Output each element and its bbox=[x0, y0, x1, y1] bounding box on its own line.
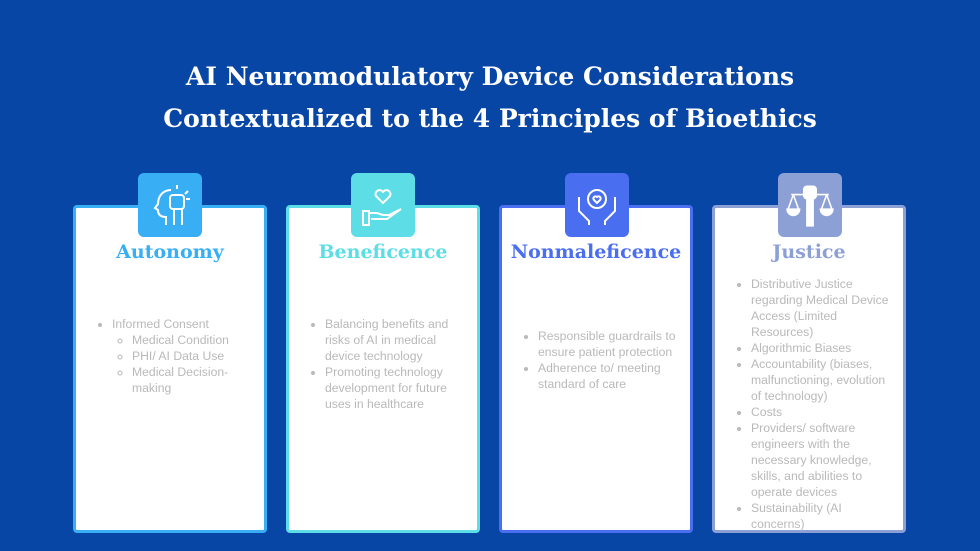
list-item: ◦ Medical Condition bbox=[132, 332, 254, 348]
card-body bbox=[715, 276, 903, 532]
card-heading: Justice bbox=[772, 241, 846, 263]
list-item: • Adherence to/ meeting standard of care bbox=[538, 360, 680, 392]
list-item: • Costs bbox=[751, 404, 893, 420]
list-item: • Promoting technology development for future uses in healthcare bbox=[325, 364, 467, 412]
list-item: • Responsible guardrails to ensure patient protection bbox=[538, 328, 680, 360]
title-line-1: AI Neuromodulatory Device Considerations bbox=[185, 62, 795, 91]
card-body bbox=[76, 316, 264, 396]
card-autonomy bbox=[73, 205, 267, 533]
list-item: • Accountability (biases, malfunctioning, evolution of technology) bbox=[751, 356, 893, 404]
item-text: Informed Consent bbox=[112, 317, 209, 331]
card-justice bbox=[712, 205, 906, 533]
card-heading: Autonomy bbox=[116, 241, 224, 263]
list-item: • Balancing benefits and risks of AI in medical device technology bbox=[325, 316, 467, 364]
card-body bbox=[289, 316, 477, 412]
card-body bbox=[502, 328, 690, 392]
list-item: • Sustainability (AI concerns) bbox=[751, 500, 893, 532]
head-fist-icon bbox=[138, 173, 202, 237]
card-nonmaleficence bbox=[499, 205, 693, 533]
card-heading: Beneficence bbox=[318, 241, 448, 263]
list-item: • Algorithmic Biases bbox=[751, 340, 893, 356]
hand-heart-icon bbox=[351, 173, 415, 237]
card-heading: Nonmaleficence bbox=[510, 241, 682, 263]
list-item: ◦ Medical Decision-making bbox=[132, 364, 254, 396]
hands-gear-heart-icon bbox=[565, 173, 629, 237]
list-item: • Distributive Justice regarding Medical Device Access (Limited Resources) bbox=[751, 276, 893, 340]
list-item bbox=[112, 316, 254, 396]
page-title bbox=[0, 56, 980, 140]
title-line-2: Contextualized to the 4 Principles of Bioethics bbox=[163, 104, 817, 133]
fist-scales-icon bbox=[778, 173, 842, 237]
list-item: ◦ PHI/ AI Data Use bbox=[132, 348, 254, 364]
list-item: • Providers/ software engineers with the necessary knowledge, skills, and abilities to operate devices bbox=[751, 420, 893, 500]
card-beneficence bbox=[286, 205, 480, 533]
